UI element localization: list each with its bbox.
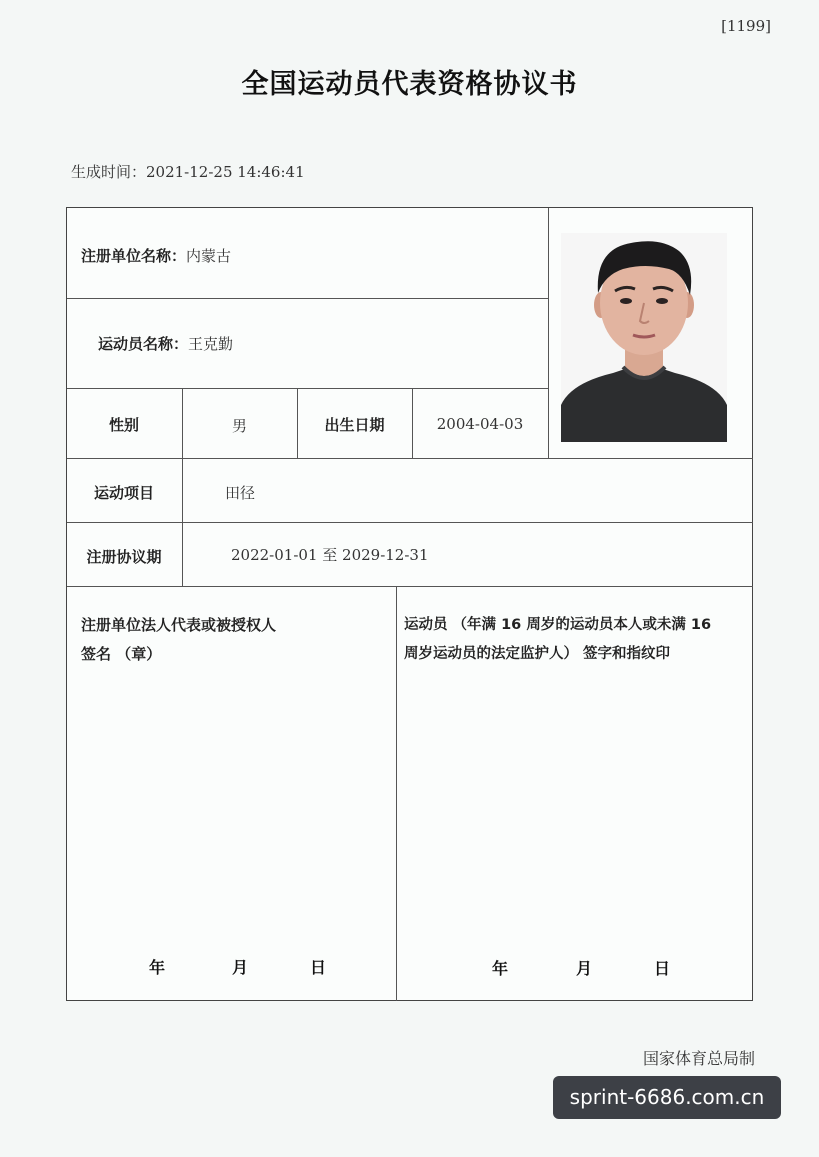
signature-left-line2: 签名 （章） xyxy=(81,645,162,663)
athlete-value: 王克勤 xyxy=(188,335,234,353)
row-divider xyxy=(67,388,548,389)
athlete-label: 运动员名称： xyxy=(98,335,189,353)
unit-value: 内蒙古 xyxy=(186,247,232,265)
period-label: 注册协议期 xyxy=(86,548,162,566)
athlete-photo xyxy=(561,233,727,442)
signature-right-month: 月 xyxy=(576,959,593,978)
athlete-field xyxy=(98,333,233,354)
signature-divider xyxy=(396,586,397,1001)
signature-right-day: 日 xyxy=(654,959,671,978)
signature-right-text xyxy=(404,611,749,669)
row-divider xyxy=(67,586,753,587)
row-divider xyxy=(67,522,753,523)
signature-left-year: 年 xyxy=(149,958,166,977)
sport-value: 田径 xyxy=(225,484,256,502)
generated-time: 生成时间：2021-12-25 14:46:41 xyxy=(71,163,305,181)
unit-field xyxy=(81,245,231,266)
sport-label: 运动项目 xyxy=(93,484,154,502)
athlete-portrait-icon xyxy=(561,233,727,442)
unit-label: 注册单位名称： xyxy=(81,247,187,265)
gender-value: 男 xyxy=(231,417,247,435)
birth-value: 2004-04-03 xyxy=(436,415,524,433)
row-divider xyxy=(67,458,753,459)
document-number: [1199] xyxy=(721,17,771,35)
signature-left-line1: 注册单位法人代表或被授权人 xyxy=(81,616,277,634)
document-title: 全国运动员代表资格协议书 xyxy=(241,69,578,100)
site-watermark: sprint-6686.com.cn xyxy=(553,1076,781,1119)
birth-label: 出生日期 xyxy=(324,416,385,434)
period-value: 2022-01-01 至 2029-12-31 xyxy=(231,546,429,564)
photo-divider xyxy=(548,208,549,458)
issuer-text: 国家体育总局制 xyxy=(642,1049,755,1068)
signature-right-year: 年 xyxy=(492,959,509,978)
row-divider xyxy=(67,298,548,299)
signature-left-text xyxy=(81,611,276,669)
signature-left-month: 月 xyxy=(232,958,249,977)
signature-right-line2: 周岁运动员的法定监护人） 签字和指纹印 xyxy=(404,646,671,662)
gender-label: 性别 xyxy=(108,416,139,434)
signature-left-day: 日 xyxy=(310,958,327,977)
signature-right-line1: 运动员 （年满 16 周岁的运动员本人或未满 16 xyxy=(404,617,712,633)
